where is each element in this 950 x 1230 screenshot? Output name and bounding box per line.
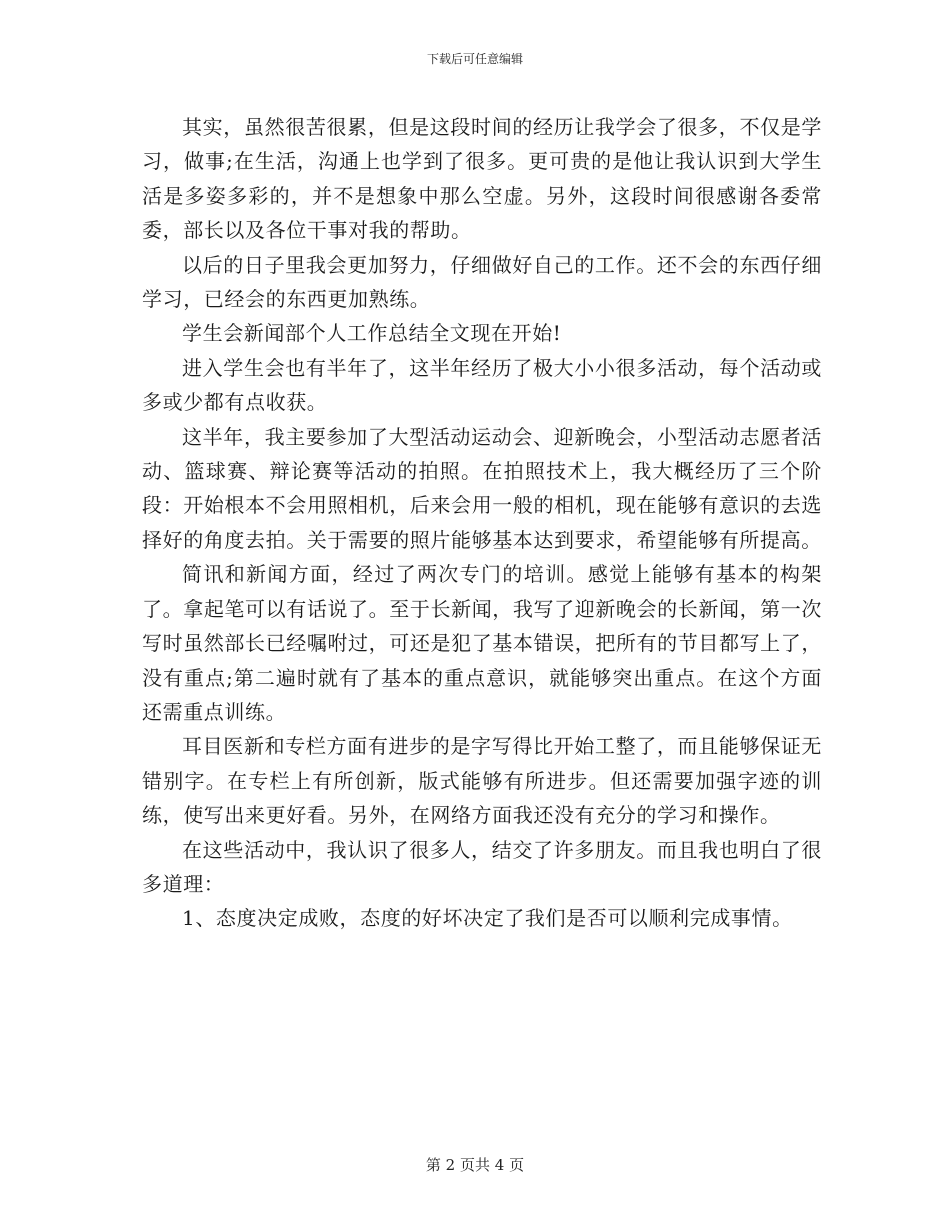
paragraph-8: 在这些活动中，我认识了很多人，结交了许多朋友。而且我也明白了很多道理： [142, 837, 822, 896]
paragraph-6: 简讯和新闻方面，经过了两次专门的培训。感觉上能够有基本的构架了。拿起笔可以有话说了。至于长新闻，我写了迎新晚会的长新闻，第一次写时虽然部长已经嘱咐过，可还是犯了基本错误，把所有的节目都写上了，没有重点;第二遍时就有了基本的重点意识，就能够突出重点。在这个方面还需重点训练。 [142, 562, 822, 724]
paragraph-1: 其实，虽然很苦很累，但是这段时间的经历让我学会了很多，不仅是学习，做事;在生活，沟通上也学到了很多。更可贵的是他让我认识到大学生活是多姿多彩的，并不是想象中那么空虚。另外，这段时间很感谢各委常委，部长以及各位干事对我的帮助。 [142, 115, 822, 243]
page-number-footer: 第 2 页共 4 页 [425, 1156, 525, 1174]
paragraph-4: 进入学生会也有半年了，这半年经历了极大小小很多活动，每个活动或多或少都有点收获。 [142, 355, 822, 415]
document-body [142, 110, 822, 936]
paragraph-3: 学生会新闻部个人工作总结全文现在开始! [182, 321, 562, 346]
paragraph-9: 1、态度决定成败，态度的好坏决定了我们是否可以顺利完成事情。 [182, 906, 793, 931]
paragraph-5: 这半年，我主要参加了大型活动运动会、迎新晚会，小型活动志愿者活动、篮球赛、辩论赛等活动的拍照。在拍照技术上，我大概经历了三个阶段：开始根本不会用照相机，后来会用一般的相机，现在能够有意识的去选择好的角度去拍。关于需要的照片能够基本达到要求，希望能够有所提高。 [142, 424, 822, 552]
paragraph-2: 以后的日子里我会更加努力，仔细做好自己的工作。还不会的东西仔细学习，已经会的东西更加熟练。 [142, 252, 822, 312]
paragraph-7: 耳目医新和专栏方面有进步的是字写得比开始工整了，而且能够保证无错别字。在专栏上有所创新，版式能够有所进步。但还需要加强字迹的训练，使写出来更好看。另外，在网络方面我还没有充分的学习和操作。 [142, 734, 822, 828]
page-header: 下载后可任意编辑 [426, 52, 523, 66]
